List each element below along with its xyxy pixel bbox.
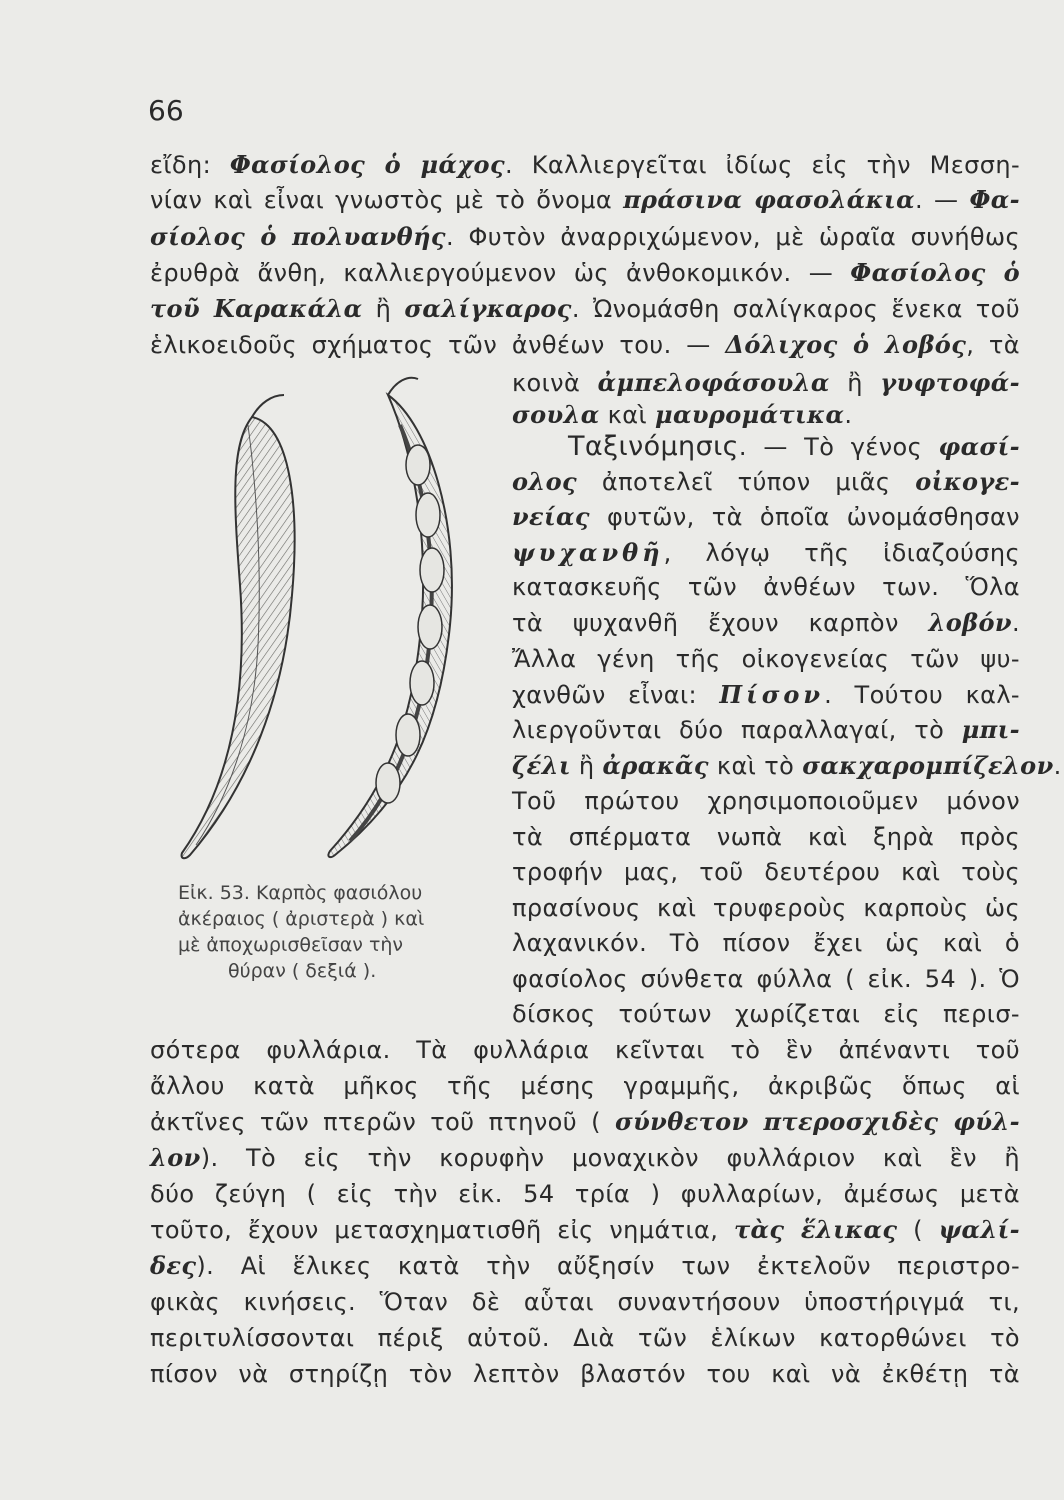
text-line: λον). Τὸ εἰς τὴν κορυφὴν μοναχικὸν φυλλάριον καὶ ἓν ἢ bbox=[150, 1143, 1020, 1172]
text-line: ἐρυθρὰ ἄνθη, καλλιεργούμενον ὡς ἀνθοκομικόν. — Φασίολος ὁ bbox=[150, 258, 1020, 287]
text-line: δύο ζεύγη ( εἰς τὴν εἰκ. 54 τρία ) φυλλαρίων, ἀμέσως μετὰ bbox=[150, 1180, 1020, 1208]
text-line: φασίολος σύνθετα φύλλα ( εἰκ. 54 ). Ὁ bbox=[512, 965, 1020, 993]
whole-pod bbox=[182, 395, 295, 858]
text-line: Ἄλλα γένη τῆς οἰκογενείας τῶν ψυ- bbox=[512, 645, 1020, 673]
text-line: ἀκτῖνες τῶν πτερῶν τοῦ πτηνοῦ ( σύνθετον πτεροσχιδὲς φύλ- bbox=[150, 1107, 1020, 1136]
text-line: φικὰς κινήσεις. Ὅταν δὲ αὗται συναντήσουν ὑποστήριγμά τι, bbox=[150, 1288, 1020, 1316]
text-line: ἑλικοειδοῦς σχήματος τῶν ἀνθέων του. — Δόλιχος ὁ λοβός, τὰ bbox=[150, 330, 1021, 359]
bean-pod-illustration bbox=[160, 365, 520, 875]
text-line: τοῦτο, ἔχουν μετασχηματισθῆ εἰς νημάτια, τὰς ἕλικας ( ψαλί- bbox=[150, 1215, 1021, 1244]
text-line: νείας φυτῶν, τὰ ὁποῖα ὠνομάσθησαν bbox=[512, 502, 1020, 531]
text-line: ολος ἀποτελεῖ τύπον μιᾶς οἰκογε- bbox=[512, 467, 1020, 496]
text-line: ἄλλου κατὰ μῆκος τῆς μέσης γραμμῆς, ἀκριβῶς ὅπως αἱ bbox=[150, 1072, 1020, 1100]
caption-line: ἀκέραιος ( ἀριστερὰ ) καὶ bbox=[178, 908, 425, 930]
text-line: τοῦ Καρακάλα ἢ σαλίγκαρος. Ὠνομάσθη σαλίγκαρος ἕνεκα τοῦ bbox=[150, 294, 1020, 323]
text-line: κοινὰ ἀμπελοφάσουλα ἢ γυφτοφά- bbox=[512, 368, 1020, 397]
text-line: ψυχανθῆ, λόγῳ τῆς ἰδιαζούσης bbox=[512, 538, 1020, 567]
text-line: δες). Αἱ ἕλικες κατὰ τὴν αὔξησίν των ἐκτελοῦν περιστρο- bbox=[150, 1251, 1020, 1280]
text-line: πρασίνους καὶ τρυφεροὺς καρποὺς ὡς bbox=[512, 894, 1020, 922]
caption-line: Εἰκ. 53. Καρπὸς φασιόλου bbox=[178, 882, 423, 904]
text-line: εἴδη: Φασίολος ὁ μάχος. Καλλιεργεῖται ἰδίως εἰς τὴν Μεσση- bbox=[150, 150, 1021, 179]
text-line: σουλα καὶ μαυρομάτικα. bbox=[512, 400, 853, 429]
text-line: πίσον νὰ στηρίζῃ τὸν λεπτὸν βλαστόν του καὶ νὰ ἐκθέτῃ τὰ bbox=[150, 1360, 1020, 1388]
text-line: σότερα φυλλάρια. Τὰ φυλλάρια κεῖνται τὸ ἓν ἀπέναντι τοῦ bbox=[150, 1036, 1020, 1064]
page-number: 66 bbox=[148, 94, 184, 127]
text-line: ζέλι ἢ ἀρακᾶς καὶ τὸ σακχαρομπίζελον. bbox=[512, 751, 1062, 780]
text-line: σίολος ὁ πολυανθής. Φυτὸν ἀναρριχώμενον, μὲ ὡραῖα συνήθως bbox=[150, 222, 1020, 251]
caption-line: μὲ ἀποχωρισθεῖσαν τὴν bbox=[178, 934, 404, 956]
caption-line: θύραν ( δεξιά ). bbox=[228, 960, 377, 982]
text-line: περιτυλίσσονται πέριξ αὐτοῦ. Διὰ τῶν ἑλίκων κατορθώνει τὸ bbox=[150, 1324, 1020, 1352]
text-line: κατασκευῆς τῶν ἀνθέων των. Ὅλα bbox=[512, 573, 1020, 601]
text-line: δίσκος τούτων χωρίζεται εἰς περισ- bbox=[512, 1000, 1020, 1028]
text-line: λαχανικόν. Τὸ πίσον ἔχει ὡς καὶ ὁ bbox=[512, 929, 1020, 957]
text-line: νίαν καὶ εἶναι γνωστὸς μὲ τὸ ὄνομα πράσινα φασολάκια. — Φα- bbox=[150, 185, 1020, 214]
text-line: λιεργοῦνται δύο παραλλαγαί, τὸ μπι- bbox=[512, 715, 1020, 744]
text-line: τὰ σπέρματα νωπὰ καὶ ξηρὰ πρὸς bbox=[512, 823, 1020, 851]
text-line: χανθῶν εἶναι: Πίσον. Τούτου καλ- bbox=[512, 680, 1020, 709]
section-heading-line: Ταξινόμησις. — Τὸ γένος φασί- bbox=[568, 431, 1020, 462]
opened-pod bbox=[328, 378, 452, 857]
text-line: τροφήν μας, τοῦ δευτέρου καὶ τοὺς bbox=[512, 858, 1020, 886]
figure-caption bbox=[178, 880, 498, 984]
text-line: Τοῦ πρώτου χρησιμοποιοῦμεν μόνον bbox=[512, 787, 1020, 815]
text-line: τὰ ψυχανθῆ ἔχουν καρπὸν λοβόν. bbox=[512, 608, 1020, 637]
